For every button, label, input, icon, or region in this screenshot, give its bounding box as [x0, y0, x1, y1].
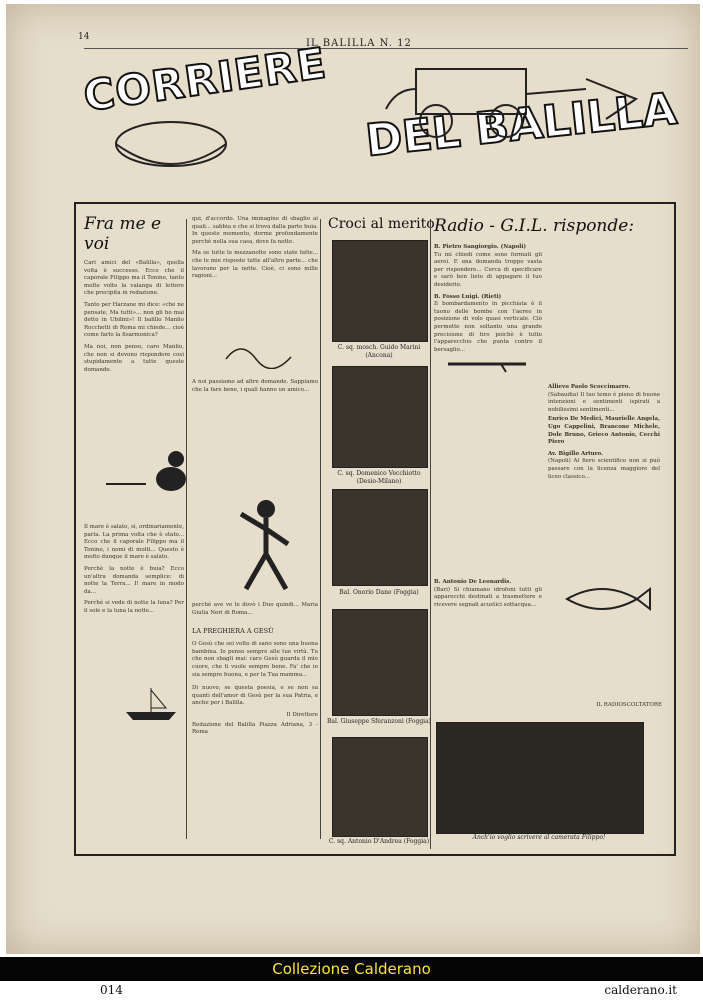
photo-5 [332, 737, 428, 837]
cat-illustration [106, 444, 196, 494]
bold-names: Enrico De Medici, Maurielle Angela, Ugo Cappelini, Brancone Michele, Dole Bruno, Grieco Antonio, Cecchi Piero [548, 416, 660, 446]
photo-2 [332, 366, 428, 468]
right-column-right-sub [548, 244, 660, 481]
right-column-left-lower [434, 579, 542, 609]
photo-caption-1: C. sq. mosch. Guido Marini (Ancona) [337, 344, 421, 359]
masthead-title-line2: DEL BALILLA [363, 83, 680, 167]
middle-column-heading: Croci al merito [328, 216, 435, 232]
baby-photo [436, 722, 644, 834]
left-paragraph-4: Il mare è salato, si, ordinariamente, parla. La prima volta che è stato... Ecco che il caporale Filippo ma il Tonino, i nomi di molti... Questo è molto dunque il mare è salato. [84, 524, 184, 561]
column-rule-1 [186, 219, 187, 839]
entry-name-1: B. Pietro Sangiorgio. (Napoli) [434, 244, 527, 250]
signature-name: Il Direttore [286, 711, 318, 718]
col2-paragraph-4: perchè ave ve le dovò i Duo quindi... Maria Giulia Neri di Roma... [192, 602, 318, 616]
entry-name-3: B. Antonio De Leonardis. [434, 579, 512, 585]
entry-name-5: Av. Bigillo Arturo. [548, 450, 604, 457]
collection-caption: Collezione Calderano [0, 957, 703, 981]
page-label: 14 [78, 32, 90, 42]
poem-title: LA PREGHIERA A GESÙ [192, 627, 274, 636]
entry-text-4: (Sabaudia) Il tuo temo è pieno di buone intenzioni e sentimenti ispirati a nobilissimi sentimenti... [548, 391, 660, 413]
footer-page-number: 014 [100, 983, 123, 997]
entry-text-3: (Bari) Si chiamano idrofoni tutti gli apparecchi destinati a trasmettere e ricevere segnali acustici sottacqua... [434, 586, 542, 608]
header-title: IL BALILLA N. 12 [306, 38, 412, 49]
radio-signoff: IL RADIOSCOLTATORE [596, 702, 662, 708]
second-column-mid [192, 379, 318, 394]
baby-photo-caption: Anch'io voglio scrivere al camerata Filippo! [472, 834, 606, 841]
stagecoach-illustration [376, 59, 646, 149]
header-rule [84, 48, 688, 49]
signature-text: Di nuovo, se questa poesia, e se non sa quanti dell'amor di Gesù per la sua Patria, e anche per i Balilla. [192, 685, 318, 707]
second-column [192, 216, 318, 281]
left-paragraph-6: Perchè si vede di notte la luna? Per il sole e la luna la notte... [84, 600, 184, 614]
left-paragraph-2: Tanto per Harzane mi dice: «che ne pensate, Ma tutti»... non gli ho mai detto in Ubilmi»! Il balillo Manlio Rocchetti di Roma mi chiede... cioè come farlo la fisarmonica? [84, 301, 184, 339]
balloon-illustration [96, 114, 246, 184]
right-column-left-sub [434, 244, 542, 354]
photo-caption-3: Bal. Onorio Dane (Foggia) [339, 589, 419, 596]
footer-bar [0, 981, 703, 1000]
photo-caption-2: C. sq. Domenico Vecchiotto (Desio-Milano) [337, 470, 421, 485]
entry-text-1: Tu mi chiedi come sono formati gli aerei. E una domanda troppo vasta per rispondere... Cerca di specificare e sarò ben lieto di appagare il tuo desiderio. [434, 251, 542, 288]
rifle-illustration [446, 354, 536, 374]
column-rule-3 [430, 219, 431, 849]
entry-name-4: Allievo Paolo Scoccimarro. [548, 384, 631, 390]
poem-text: O Gesù che sei volto di sano sono una buona bambina. Io penso sempre alle tue virtù. Tu che non sbagli mai: caro Gesù guarda il mio cuore, che ti vuole sempre bene. Fa' che io sia sempre buona, e per la Tua mamma... [192, 641, 318, 678]
left-paragraph-3: Ma noi, non penso, caro Manlio, che non si devono rispondere cosi stupidamente a tutte queste domande. [84, 343, 184, 373]
left-paragraph-1: Cari amici del «Balilla», quella volta è successo. Ecco che il caporale Filippo ma il Tonino, tanto molte volte la valanga di lettere che precipita in redazione. [84, 260, 184, 297]
photo-caption-5: C. sq. Antonio D'Andrea (Foggia) [328, 838, 430, 845]
col2-paragraph-2: Ma se tutte le mezzanotte sono state fatte... che le mie risposte tutte all'altro parte... che lavorano per la notte. Cioè, ci sono mille ragioni... [192, 250, 318, 280]
footer-site-link[interactable]: calderano.it [604, 983, 677, 997]
photo-1 [332, 240, 428, 342]
scribble-illustration [221, 339, 301, 369]
left-column-heading: Fra me e voi [84, 214, 162, 254]
entry-name-2: B. Fosso Luigi. (Rieti) [434, 293, 502, 300]
masthead-title-line1: CORRIERE [80, 38, 330, 121]
left-column-lower [84, 524, 184, 616]
entry-text-5: (Napoli) Al fiero scientifico non si può passare con la licenza maggiore del liceo classico... [548, 458, 660, 480]
right-column-heading: Radio - G.I.L. risponde: [434, 216, 635, 236]
left-paragraph-5: Perchè la notte è buia? Ecco un'altra domanda semplice: di notte la Terra... I! mare in modo da... [84, 565, 184, 595]
second-column-lower [192, 602, 318, 737]
entry-text-2: Il bombardamento in picchiata è il tuono delle bombe con l'aereo in posizione di volo quasi verticale. Ciò permette non soltanto una grande precisione di tiro poichè è tutto l'apparecchio che punta contro il bersaglio... [434, 301, 542, 353]
col2-paragraph-3: A noi passiamo ad altre domande. Sappiamo che la fare bene, i quali hanno un amico... [192, 379, 318, 393]
col2-paragraph-1: qui, d'accordo. Una immagine di sbaglio ai quali... sabbia e che si trova dalla parte buia. In questo momento, dorme profondamente perchè nella sua casa, dove fa notte. [192, 216, 318, 245]
ship-illustration [121, 684, 181, 724]
balilla-figure-illustration [226, 494, 301, 594]
photo-caption-4: Bal. Giuseppe Sferanzoni (Foggia) [326, 718, 432, 725]
column-rule-2 [320, 219, 321, 839]
fish-illustration [562, 584, 652, 614]
photo-4 [332, 609, 428, 716]
newspaper-page [6, 4, 700, 954]
left-column [84, 214, 184, 374]
photo-3 [332, 489, 428, 586]
redazione-address: Redazione del Balilla Piazza Adriana, 3 - Roma [192, 721, 318, 736]
